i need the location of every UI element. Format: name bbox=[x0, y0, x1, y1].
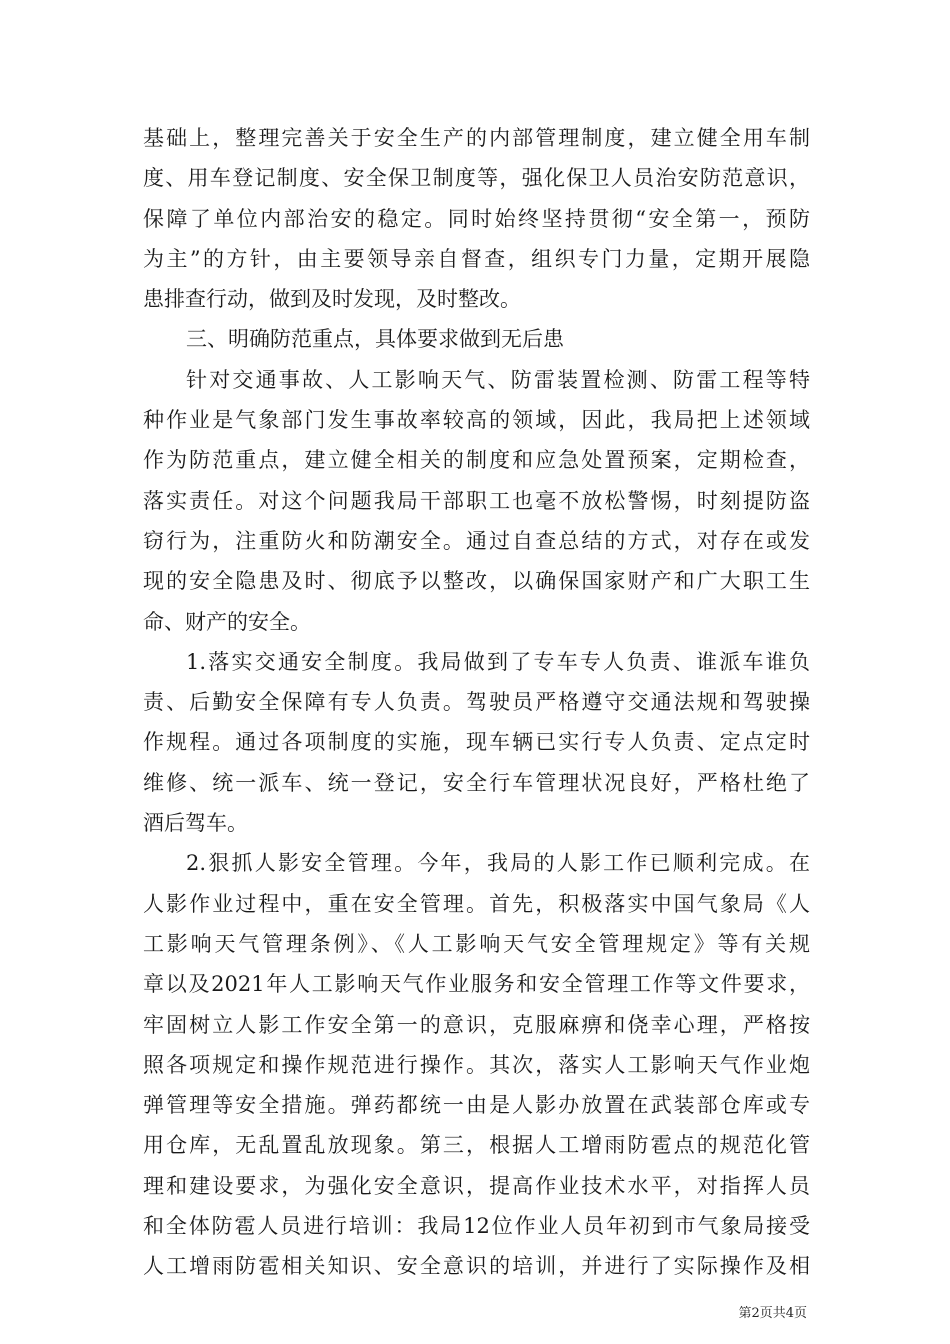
text-line: 为主”的方针，由主要领导亲自督查，组织专门力量，定期开展隐 bbox=[143, 246, 810, 271]
text-line: 作为防范重点，建立健全相关的制度和应急处置预案，定期检查， bbox=[143, 448, 810, 473]
text-line: 维修、统一派车、统一登记，安全行车管理状况良好，严格杜绝了 bbox=[143, 770, 810, 795]
text-line: 1.落实交通安全制度。我局做到了专车专人负责、谁派车谁负 bbox=[186, 649, 810, 674]
page-number: 第2页共4页 bbox=[738, 1306, 807, 1321]
text-line: 工影响天气管理条例》、《人工影响天气安全管理规定》等有关规 bbox=[143, 931, 810, 956]
text-line: 患排查行动，做到及时发现，及时整改。 bbox=[143, 287, 521, 312]
text-line: 作规程。通过各项制度的实施，现车辆已实行专人负责、定点定时 bbox=[143, 730, 810, 755]
text-line: 落实责任。对这个问题我局干部职工也毫不放松警惕，时刻提防盗 bbox=[143, 488, 810, 513]
text-line: 度、用车登记制度、安全保卫制度等，强化保卫人员治安防范意识， bbox=[143, 166, 810, 191]
text-line: 窃行为，注重防火和防潮安全。通过自查总结的方式，对存在或发 bbox=[143, 528, 810, 553]
text-line: 理和建设要求，为强化安全意识，提高作业技术水平，对指挥人员 bbox=[143, 1173, 810, 1198]
text-line: 2.狠抓人影安全管理。今年，我局的人影工作已顺利完成。在 bbox=[186, 851, 810, 876]
section-heading: 三、明确防范重点，具体要求做到无后患 bbox=[186, 327, 564, 352]
text-line: 针对交通事故、人工影响天气、防雷装置检测、防雷工程等特 bbox=[186, 367, 810, 392]
text-line: 牢固树立人影工作安全第一的意识，克服麻痹和侥幸心理，严格按 bbox=[143, 1012, 810, 1037]
text-line: 和全体防雹人员进行培训：我局12位作业人员年初到市气象局接受 bbox=[143, 1214, 810, 1239]
text-line: 弹管理等安全措施。弹药都统一由是人影办放置在武装部仓库或专 bbox=[143, 1093, 810, 1118]
text-line: 章以及2021年人工影响天气作业服务和安全管理工作等文件要求， bbox=[143, 972, 810, 997]
text-line: 现的安全隐患及时、彻底予以整改，以确保国家财产和广大职工生 bbox=[143, 569, 810, 594]
text-line: 用仓库，无乱置乱放现象。第三，根据人工增雨防雹点的规范化管 bbox=[143, 1133, 810, 1158]
text-line: 人工增雨防雹相关知识、安全意识的培训，并进行了实际操作及相 bbox=[143, 1254, 810, 1279]
text-line: 命、财产的安全。 bbox=[143, 609, 311, 634]
text-line: 基础上，整理完善关于安全生产的内部管理制度，建立健全用车制 bbox=[143, 126, 810, 150]
text-line: 责、后勤安全保障有专人负责。驾驶员严格遵守交通法规和驾驶操 bbox=[143, 690, 810, 715]
text-line: 照各项规定和操作规范进行操作。其次，落实人工影响天气作业炮 bbox=[143, 1052, 810, 1077]
document-body bbox=[143, 118, 810, 1287]
text-line: 酒后驾车。 bbox=[143, 811, 248, 836]
text-line: 人影作业过程中，重在安全管理。首先，积极落实中国气象局《人 bbox=[143, 891, 810, 916]
text-line: 保障了单位内部治安的稳定。同时始终坚持贯彻“安全第一，预防 bbox=[143, 206, 810, 231]
text-line: 种作业是气象部门发生事故率较高的领域，因此，我局把上述领域 bbox=[143, 408, 810, 433]
